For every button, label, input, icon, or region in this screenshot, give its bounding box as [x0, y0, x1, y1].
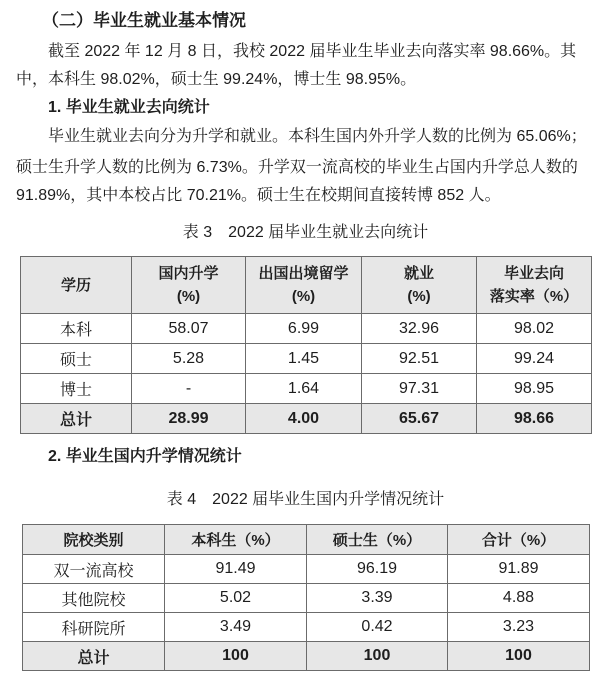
header-label: 落实率（%）	[489, 288, 579, 305]
table-cell: 1.45	[246, 344, 362, 374]
header-label: 就业	[403, 265, 434, 282]
paragraph-line: 91.89%，其中本校占比 70.21%。硕士生在校期间直接转博 852 人。	[16, 187, 501, 204]
table-cell: 6.99	[246, 314, 362, 344]
row-label: 总计	[21, 404, 132, 434]
header-cell-undergraduate: 本科生（%）	[165, 525, 307, 555]
table-4-caption: 表 4 2022 届毕业生国内升学情况统计	[166, 491, 445, 508]
table-cell: 97.31	[362, 374, 477, 404]
table-cell: 28.99	[132, 404, 246, 434]
header-unit: (%)	[291, 288, 316, 305]
table-cell: 1.64	[246, 374, 362, 404]
row-label: 双一流高校	[23, 555, 165, 584]
header-cell-domestic-further-study	[132, 257, 246, 314]
table-cell: 91.89	[448, 555, 590, 584]
table-cell: 100	[448, 642, 590, 671]
employment-destination-table	[20, 256, 592, 434]
paragraph-line: 截至 2022 年 12 月 8 日，我校 2022 届毕业生毕业去向落实率 98.66%。其	[48, 43, 577, 60]
table-row	[21, 374, 592, 404]
table-cell: 92.51	[362, 344, 477, 374]
table-cell: 98.02	[477, 314, 592, 344]
table-cell: 96.19	[307, 555, 448, 584]
table-cell: 4.88	[448, 584, 590, 613]
table-cell: 3.39	[307, 584, 448, 613]
header-label: 学历	[60, 276, 91, 294]
table-cell: 5.28	[132, 344, 246, 374]
row-label: 科研院所	[23, 613, 165, 642]
table-cell: 99.24	[477, 344, 592, 374]
header-unit: (%)	[407, 288, 431, 305]
paragraph-line: 硕士生升学人数的比例为 6.73%。升学双一流高校的毕业生占国内升学总人数的	[16, 159, 578, 176]
table-row	[21, 314, 592, 344]
table-row	[21, 344, 592, 374]
section-heading: （二）毕业生就业基本情况	[42, 11, 246, 30]
table-cell: 65.67	[362, 404, 477, 434]
table-header-row	[23, 525, 590, 555]
table-cell: 3.23	[448, 613, 590, 642]
header-cell-total: 合计（%）	[448, 525, 590, 555]
table-cell: 100	[165, 642, 307, 671]
row-label: 本科	[21, 314, 132, 344]
table-row	[23, 613, 590, 642]
table-cell: 58.07	[132, 314, 246, 344]
table-cell: 100	[307, 642, 448, 671]
paragraph-line: 中，本科生 98.02%，硕士生 99.24%，博士生 98.95%。	[16, 71, 417, 88]
table-cell: 5.02	[165, 584, 307, 613]
table-cell: 98.66	[477, 404, 592, 434]
row-label: 其他院校	[23, 584, 165, 613]
table-row	[23, 584, 590, 613]
table-cell: 4.00	[246, 404, 362, 434]
header-cell-master: 硕士生（%）	[307, 525, 448, 555]
table-cell: 0.42	[307, 613, 448, 642]
subsection-heading-employment-destination: 1. 毕业生就业去向统计	[48, 99, 210, 116]
row-label: 博士	[21, 374, 132, 404]
table-cell: 98.95	[477, 374, 592, 404]
header-label: 毕业去向	[503, 265, 564, 282]
table-cell: 3.49	[165, 613, 307, 642]
table-cell: -	[132, 374, 246, 404]
header-cell-institution-type: 院校类别	[23, 525, 165, 555]
table-cell: 32.96	[362, 314, 477, 344]
table-3-caption: 表 3 2022 届毕业生就业去向统计	[182, 224, 429, 241]
paragraph-line: 毕业生就业去向分为升学和就业。本科生国内外升学人数的比例为 65.06%；	[48, 128, 587, 145]
header-label: 出国出境留学	[258, 265, 349, 282]
table-cell: 91.49	[165, 555, 307, 584]
table-header-row	[21, 257, 592, 314]
header-label: 国内升学	[158, 265, 219, 282]
table-total-row	[21, 404, 592, 434]
table-total-row	[23, 642, 590, 671]
row-label: 硕士	[21, 344, 132, 374]
row-label: 总计	[23, 642, 165, 671]
header-cell-study-abroad	[246, 257, 362, 314]
domestic-further-study-table	[22, 524, 590, 671]
subsection-heading-domestic-further-study: 2. 毕业生国内升学情况统计	[48, 448, 242, 465]
header-cell-degree	[21, 257, 132, 314]
header-cell-employment	[362, 257, 477, 314]
header-cell-placement-rate	[477, 257, 592, 314]
header-unit: (%)	[176, 288, 201, 305]
table-row	[23, 555, 590, 584]
